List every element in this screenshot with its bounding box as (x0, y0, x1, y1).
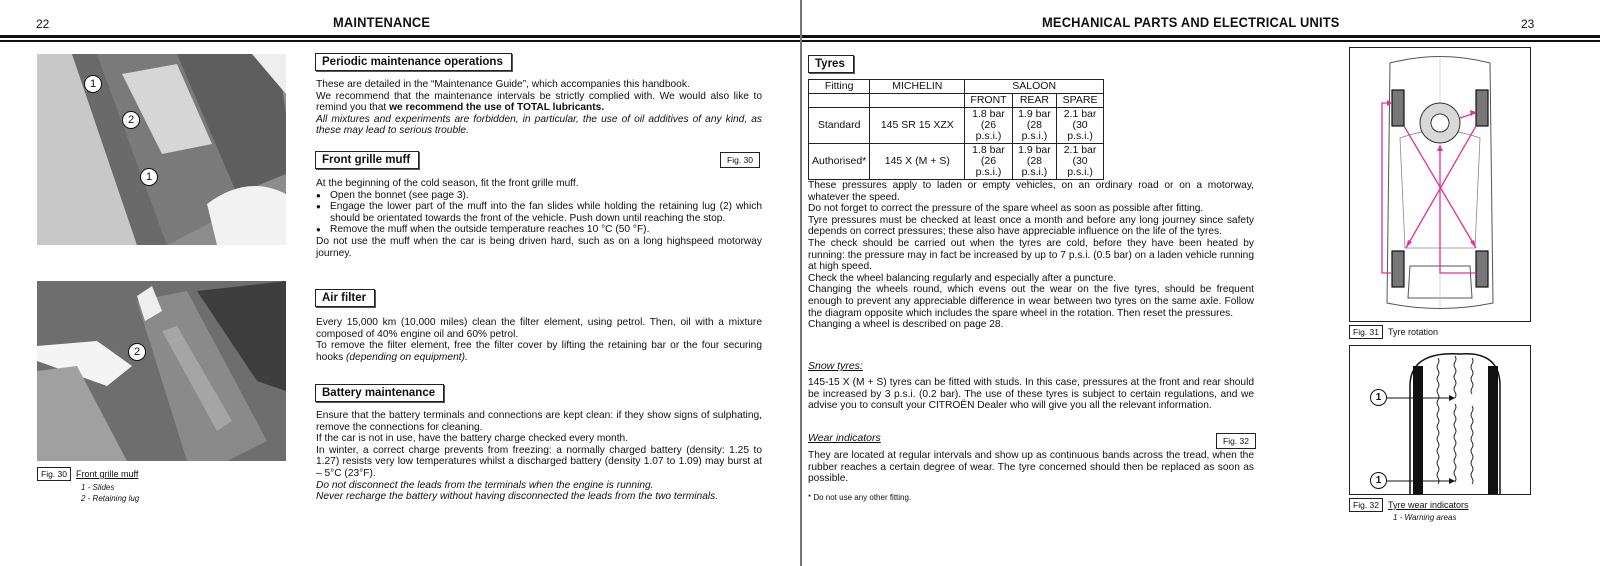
paragraph-italic: All mixtures and experiments are forbidden, in particular, the use of oil additives of any kind, as these may lead to serious trouble. (316, 113, 762, 137)
wear-indicators-text (808, 450, 1254, 485)
section-heading-tyres: Tyres (808, 55, 854, 73)
text-run: We recommend that the maintenance intervals be strictly complied with. We would also like to remind you that (316, 90, 762, 114)
italic-text: (depending on equipment). (346, 351, 468, 363)
photo-grille-lug (37, 271, 286, 461)
header-rear: REAR (1012, 94, 1056, 108)
running-head: MAINTENANCE (333, 14, 431, 30)
header-rule (0, 35, 800, 38)
fig30-caption (37, 469, 139, 504)
pressure-psi: (26 p.s.i.) (975, 155, 1002, 178)
empty-cell (870, 94, 965, 108)
callout-1: 1 (1370, 389, 1387, 406)
photo-grille-slides (37, 54, 286, 245)
header-brand: MICHELIN (870, 80, 965, 94)
caption-title: Tyre rotation (1388, 327, 1439, 337)
paragraph: Do not forget to correct the pressure of the spare wheel as soon as possible after fitting. (808, 203, 1204, 215)
paragraph: If the car is not in use, have the battery charge checked every month. (316, 433, 629, 445)
fig-tag: Fig. 31 (1349, 325, 1383, 339)
caption-title: Tyre wear indicators (1388, 500, 1469, 510)
pressure-psi: (30 p.s.i.) (1067, 155, 1093, 178)
cell-spare (1057, 144, 1104, 180)
caption-item: 1 - Slides (81, 483, 115, 492)
callout-1: 1 (84, 75, 102, 93)
paragraph: Tyre pressures must be checked at least once a month and before any long journey since safety depends on correct pressures; these also have appreciable influence on the life of the tyres. (808, 214, 1254, 238)
right-page (800, 0, 1600, 566)
pressure-bar: 1.8 bar (972, 108, 1005, 120)
battery-text (316, 410, 762, 503)
section-heading-air-filter: Air filter (315, 289, 375, 307)
running-head: MECHANICAL PARTS AND ELECTRICAL UNITS (1042, 14, 1340, 30)
header-rule-thin (0, 40, 800, 42)
cell-rear (1012, 144, 1056, 180)
cell-rear (1012, 108, 1056, 144)
callout-1: 1 (140, 168, 158, 186)
paragraph: They are located at regular intervals and show up as continuous bands across the tread, when the rubber reaches a certain degree of wear. The tyre concerned should then be replaced as soon as possible. (808, 450, 1254, 485)
air-filter-text (316, 317, 762, 363)
paragraph-italic: Do not disconnect the leads from the terminals when the engine is running. (316, 479, 654, 491)
paragraph: 145-15 X (M + S) tyres can be fitted with studs. In this case, pressures at the front and rear should be increased by 3 p.s.i. (0.2 bar). The use of these tyres is subject to certain regulations, and we advise you to consult your CITROËN Dealer who will give you all the relevant information. (808, 377, 1254, 412)
paragraph: Do not use the muff when the car is being driven hard, such as on a long highspeed motorway journey. (316, 235, 762, 259)
page-number: 22 (36, 17, 50, 31)
header-rule-thin (802, 40, 1600, 42)
grille-text (316, 178, 762, 259)
section-heading-battery: Battery maintenance (315, 384, 444, 402)
periodic-text (316, 79, 762, 137)
paragraph: At the beginning of the cold season, fit the front grille muff. (316, 178, 579, 189)
callout-2: 2 (128, 343, 146, 361)
tyre-wear-diagram (1349, 345, 1531, 495)
paragraph (316, 91, 762, 114)
pressure-psi: (30 p.s.i.) (1067, 119, 1093, 142)
paragraph (316, 340, 762, 363)
page-number: 23 (1521, 17, 1535, 31)
wear-indicators-heading: Wear indicators (808, 432, 881, 444)
paragraph: Every 15,000 km (10,000 miles) clean the filter element, using petrol. Then, oil with a mixture composed of 40% engine oil and 60% petrol. (316, 317, 762, 340)
pressure-bar: 1.9 bar (1018, 108, 1051, 120)
fig-tag: Fig. 30 (37, 467, 71, 481)
paragraph: In winter, a correct charge prevents from freezing: a normally charged battery (density: 1.25 to 1.27) resists very low temperatures whilst a discharged battery (density 1.07 to 1.09) may burst at – 5°C (23°F). (316, 444, 762, 479)
bullet-item: ● Engage the lower part of the muff into the fan slides while holding the retaining lug (2) which should be orientated towards the front of the vehicle. Push down until reaching the stop. (316, 201, 762, 224)
paragraph: These pressures apply to laden or empty vehicles, on an ordinary road or on a motorway, whatever the speed. (808, 180, 1254, 203)
fig31-caption (1349, 327, 1438, 337)
tyre-pressure-table (808, 79, 1104, 180)
paragraph-italic: Never recharge the battery without having disconnected the leads from the two terminals. (316, 491, 719, 503)
cell-front (965, 108, 1012, 144)
cell-tyre: 145 X (M + S) (870, 144, 965, 180)
footnote: * Do not use any other fitting. (808, 493, 912, 502)
pressure-bar: 2.1 bar (1063, 144, 1097, 156)
snow-tyres-text (808, 377, 1254, 412)
header-rule (802, 35, 1600, 38)
pressure-bar: 2.1 bar (1063, 108, 1097, 120)
tyre-rotation-diagram (1349, 47, 1531, 322)
fig-ref: Fig. 32 (1216, 433, 1256, 449)
paragraph: These are detailed in the “Maintenance Guide”, which accompanies this handbook. (316, 79, 690, 90)
header-front: FRONT (965, 94, 1012, 108)
paragraph: The check should be carried out when the tyres are cold, before they have been heated by running: the pressure may in fact be increased by up to 7 p.s.i. (0.5 bar) on a laden vehicle running at high speed. (808, 237, 1254, 273)
table-row (809, 108, 1104, 144)
cell-front (965, 144, 1012, 180)
fig32-caption (1349, 500, 1469, 523)
table-row (809, 144, 1104, 180)
callout-1: 1 (1370, 472, 1387, 489)
pressure-psi: (26 p.s.i.) (975, 119, 1002, 142)
cell-fitting: Authorised* (809, 144, 870, 180)
pressure-bar: 1.9 bar (1018, 144, 1051, 156)
bullet-item: ● Open the bonnet (see page 3). (316, 190, 762, 202)
caption-item: 2 - Retaining lug (81, 494, 140, 503)
pressure-psi: (28 p.s.i.) (1021, 119, 1048, 142)
bold-text: we recommend the use of TOTAL lubricants. (389, 102, 605, 114)
cell-spare (1057, 108, 1104, 144)
text-run: To remove the filter element, free the filter cover by lifting the retaining bar or the four securing hooks (316, 340, 762, 363)
tyre-rear-left (1392, 251, 1404, 287)
header-body: SALOON (965, 80, 1104, 94)
paragraph: Ensure that the battery terminals and connections are kept clean: if they show signs of sulphating, remove the connections for cleaning. (316, 410, 762, 433)
tyre-front-left (1392, 90, 1404, 126)
snow-tyres-heading: Snow tyres: (808, 360, 863, 372)
header-spare: SPARE (1057, 94, 1104, 108)
cell-fitting: Standard (809, 108, 870, 144)
paragraph: Changing the wheels round, which evens out the wear on the five tyres, should be frequent enough to prevent any appreciable difference in wear between two tyres on the same axle. Follow the diagram opposite which includes the spare wheel in the rotation. Then reset the pressures. (808, 284, 1254, 319)
callout-2: 2 (122, 111, 140, 129)
cell-tyre: 145 SR 15 XZX (870, 108, 965, 144)
pressure-psi: (28 p.s.i.) (1021, 155, 1048, 178)
fig-ref: Fig. 30 (720, 152, 760, 168)
tyres-text (808, 180, 1254, 331)
paragraph: Changing a wheel is described on page 28. (808, 319, 1004, 331)
paragraph: Check the wheel balancing regularly and especially after a puncture. (808, 272, 1117, 284)
caption-title: Front grille muff (76, 469, 139, 479)
fig-tag: Fig. 32 (1349, 498, 1383, 512)
empty-cell (809, 94, 870, 108)
bullet-item: ● Remove the muff when the outside temperature reaches 10 °C (50 °F). (316, 224, 762, 236)
section-heading-periodic: Periodic maintenance operations (315, 53, 512, 71)
tyre-rear-right (1476, 251, 1488, 287)
tyre-front-right (1476, 90, 1488, 126)
section-heading-grille: Front grille muff (315, 151, 419, 169)
header-fitting: Fitting (809, 80, 870, 94)
pressure-bar: 1.8 bar (972, 144, 1005, 156)
caption-item: 1 - Warning areas (1393, 513, 1457, 522)
